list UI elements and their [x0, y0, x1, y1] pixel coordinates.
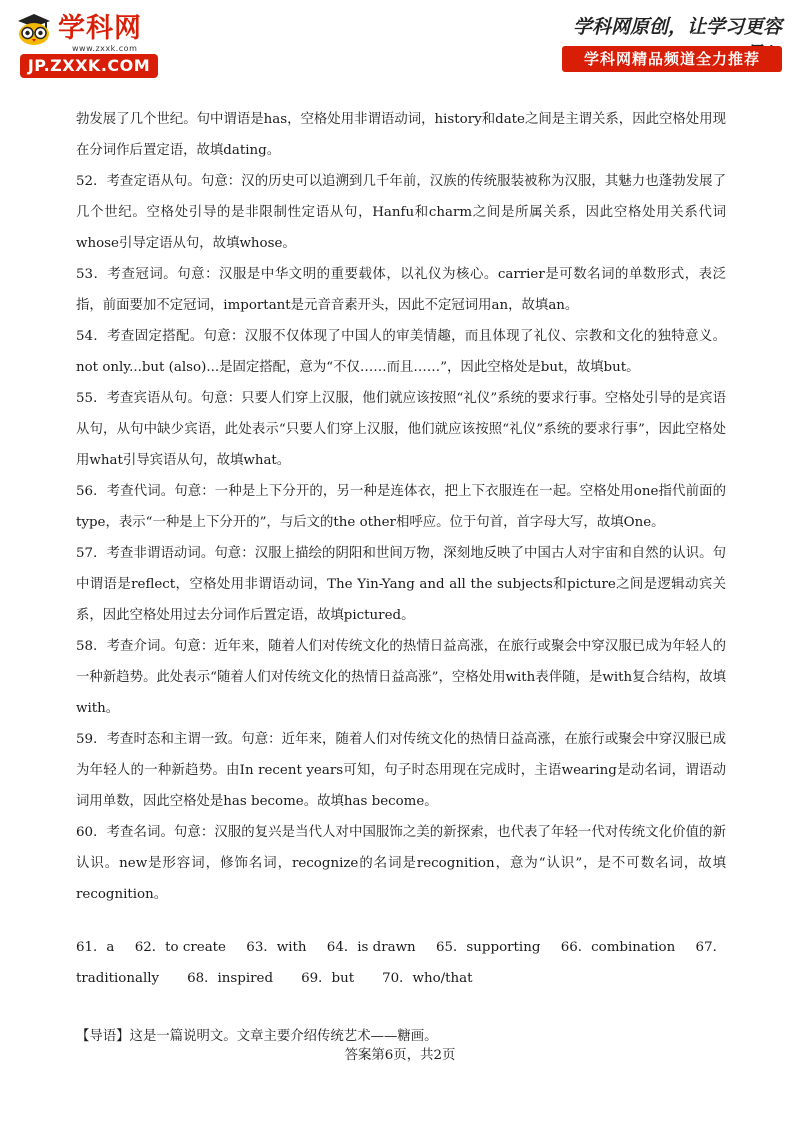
- answer-65: 65．supporting: [436, 940, 541, 955]
- channel-badge: 学科网精品频道全力推荐: [562, 46, 782, 72]
- explanation-51-cont: 勃发展了几个世纪。句中谓语是has，空格处用非谓语动词，history和date之间是主谓关系，因此空格处用现在分词作后置定语，故填dating。: [76, 112, 726, 158]
- explanation-52: 52．考查定语从句。句意：汉的历史可以追溯到几千年前，汉族的传统服装被称为汉服，其魅力也蓬勃发展了几个世纪。空格处引导的是非限制性定语从句，Hanfu和charm之间是所属关系，因此空格处用关系代词whose引导定语从句，故填whose。: [76, 174, 726, 251]
- explanation-59: 59．考查时态和主谓一致。句意：近年来，随着人们对传统文化的热情日益高涨，在旅行或聚会中穿汉服已成为年轻人的一种新趋势。由In recent years可知，句子时态用现在完成时，主语wearing是动名词，谓语动词用单数，因此空格处是has become。故填has become。: [76, 732, 726, 809]
- answer-61: 61．a: [76, 940, 115, 955]
- header-slogan: 学科网原创，让学习更容: [572, 16, 782, 38]
- answer-62: 62．to create: [134, 940, 226, 955]
- logo-banner: JP.ZXXK.COM: [20, 54, 158, 78]
- answer-key-line-2: [76, 963, 726, 994]
- owl-mascot-icon: [14, 12, 54, 46]
- page-footer: 答案第6页，共2页: [344, 1048, 456, 1063]
- explanation-58: 58．考查介词。句意：近年来，随着人们对传统文化的热情日益高涨，在旅行或聚会中穿汉服已成为年轻人的一种新趋势。此处表示“随着人们对传统文化的热情日益高涨”，空格处用with表伴随，是with复合结构，故填with。: [76, 639, 727, 716]
- answer-key: [76, 932, 726, 994]
- answer-66: 66．combination: [560, 940, 676, 955]
- passage-guide: 【导语】这是一篇说明文。文章主要介绍传统艺术——糖画。: [76, 1029, 438, 1044]
- answer-key-line-1: [76, 932, 726, 963]
- explanation-60: 60．考查名词。句意：汉服的复兴是当代人对中国服饰之美的新探索，也代表了年轻一代对传统文化价值的新认识。new是形容词，修饰名词，recognize的名词是recognition，意为“认识”，是不可数名词，故填recognition。: [76, 825, 726, 902]
- explanation-54: 54．考查固定搭配。句意：汉服不仅体现了中国人的审美情趣，而且体现了礼仪、宗教和文化的独特意义。not only...but (also)...是固定搭配，意为“不仅……而且……”，因此空格处是but，故填but。: [76, 329, 726, 375]
- logo-url: www.zxxk.com: [72, 44, 138, 53]
- explanation-57: 57．考查非谓语动词。句意：汉服上描绘的阴阳和世间万物，深刻地反映了中国古人对宇宙和自然的认识。句中谓语是reflect，空格处用非谓语动词，The Yin-Yang and all the subjects和picture之间是逻辑动宾关系，因此空格处用过去分词作后置定语，故填pictured。: [76, 546, 726, 623]
- explanation-56: 56．考查代词。句意：一种是上下分开的，另一种是连体衣，把上下衣服连在一起。空格处用one指代前面的type，表示“一种是上下分开的”，与后文的the other相呼应。位于句首，首字母大写，故填One。: [76, 484, 726, 530]
- explanation-55: 55．考查宾语从句。句意：只要人们穿上汉服，他们就应该按照“礼仪”系统的要求行事。空格处引导的是宾语从句，从句中缺少宾语，此处表示“只要人们穿上汉服，他们就应该按照“礼仪”系统的要求行事”，因此空格处用what引导宾语从句，故填what。: [76, 391, 726, 468]
- answer-64: 64．is drawn: [326, 940, 416, 955]
- answer-69: 69．but: [301, 971, 355, 986]
- answer-explanations: [76, 104, 726, 910]
- answer-67: traditionally: [76, 971, 160, 986]
- answer-70: 70．who/that: [382, 971, 473, 986]
- zxxk-logo[interactable]: [14, 12, 164, 80]
- logo-name: 学科网: [58, 13, 142, 44]
- page-header: [0, 0, 800, 90]
- answer-63: 63．with: [246, 940, 307, 955]
- answer-67-label: 67．: [695, 940, 726, 955]
- answer-68: 68．inspired: [187, 971, 274, 986]
- explanation-53: 53．考查冠词。句意：汉服是中华文明的重要载体，以礼仪为核心。carrier是可数名词的单数形式，表泛指，前面要加不定冠词，important是元音音素开头，因此不定冠词用an，故填an。: [76, 267, 726, 313]
